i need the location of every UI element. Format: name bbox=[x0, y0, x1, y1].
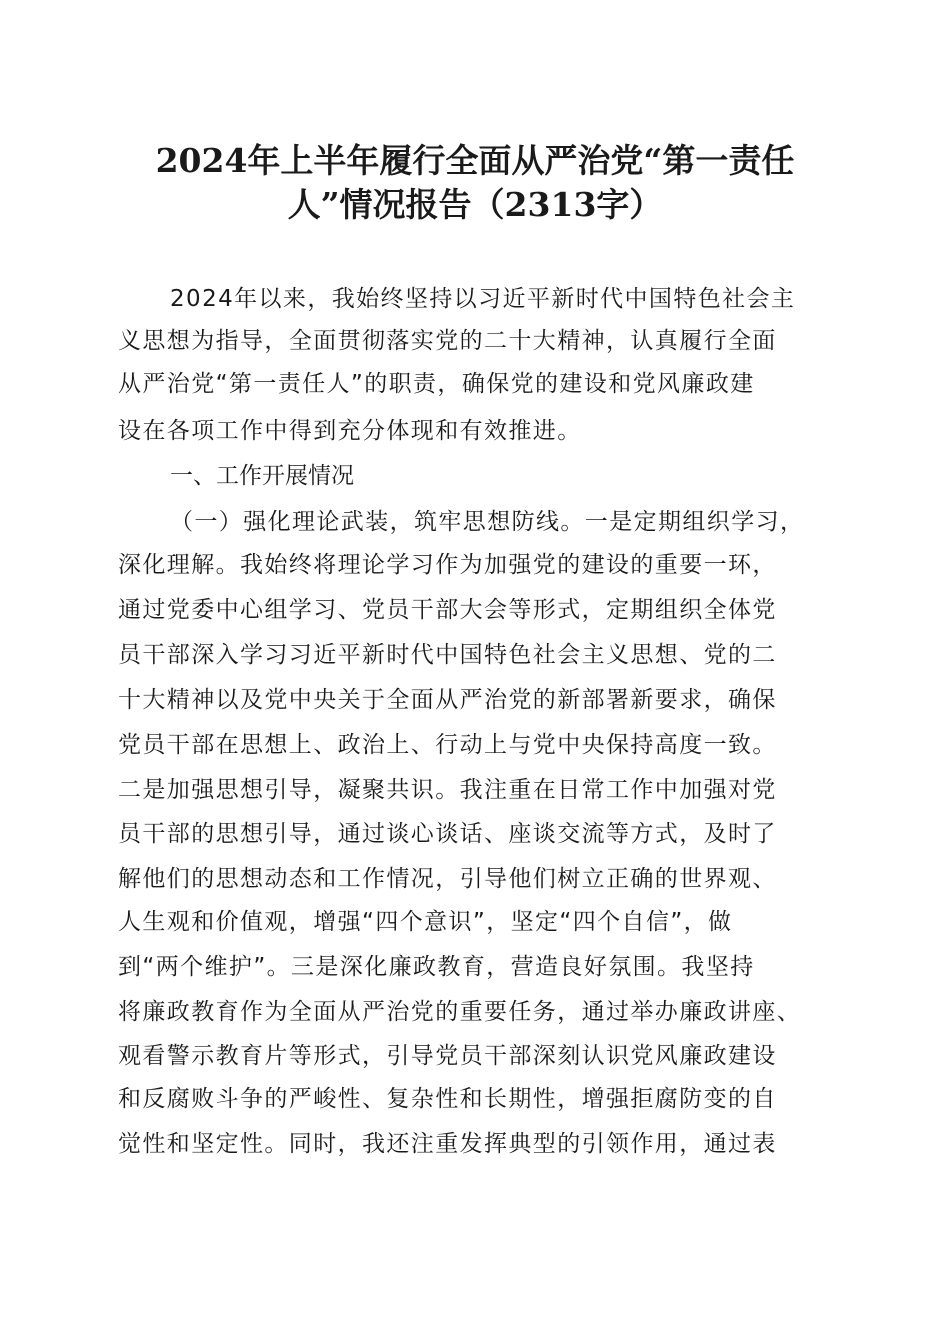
body-line-2: 深化理解。我始终将理论学习作为加强党的建设的重要一环， bbox=[118, 552, 777, 578]
body-line-3: 通过党委中心组学习、党员干部大会等形式，定期组织全体党 bbox=[118, 597, 777, 623]
body-line-13: 观看警示教育片等形式，引导党员干部深刻认识党风廉政建设 bbox=[118, 1043, 777, 1069]
intro-line-3: 从严治党“第一责任人”的职责，确保党的建设和党风廉政建 bbox=[118, 371, 755, 397]
body-line-1: （一）强化理论武装，筑牢思想防线。一是定期组织学习， bbox=[170, 509, 805, 535]
intro-line-2: 义思想为指导，全面贯彻落实党的二十大精神，认真履行全面 bbox=[118, 328, 777, 354]
body-line-6: 党员干部在思想上、政治上、行动上与党中央保持高度一致。 bbox=[118, 732, 777, 758]
body-line-12: 将廉政教育作为全面从严治党的重要任务，通过举办廉政讲座、 bbox=[118, 999, 802, 1025]
intro-line-4: 设在各项工作中得到充分体现和有效推进。 bbox=[118, 418, 582, 444]
section-heading-1: 一、工作开展情况 bbox=[170, 463, 354, 489]
body-line-5: 十大精神以及党中央关于全面从严治党的新部署新要求，确保 bbox=[118, 687, 777, 713]
body-line-11: 到“两个维护”。三是深化廉政教育，营造良好氛围。我坚持 bbox=[118, 954, 755, 980]
body-line-8: 员干部的思想引导，通过谈心谈话、座谈交流等方式，及时了 bbox=[118, 821, 777, 847]
document-title-line-1: 2024年上半年履行全面从严治党“第一责任 bbox=[155, 141, 795, 180]
body-line-10: 人生观和价值观，增强“四个意识”，坚定“四个自信”，做 bbox=[118, 909, 733, 935]
intro-line-1: 2024年以来，我始终坚持以习近平新时代中国特色社会主 bbox=[170, 286, 796, 312]
body-line-15: 觉性和坚定性。同时，我还注重发挥典型的引领作用，通过表 bbox=[118, 1131, 777, 1157]
body-line-7: 二是加强思想引导，凝聚共识。我注重在日常工作中加强对党 bbox=[118, 777, 777, 803]
body-line-4: 员干部深入学习习近平新时代中国特色社会主义思想、党的二 bbox=[118, 642, 777, 668]
document-title-line-2: 人”情况报告（2313字） bbox=[287, 185, 663, 224]
body-line-14: 和反腐败斗争的严峻性、复杂性和长期性，增强拒腐防变的自 bbox=[118, 1086, 777, 1112]
body-line-9: 解他们的思想动态和工作情况，引导他们树立正确的世界观、 bbox=[118, 866, 777, 892]
